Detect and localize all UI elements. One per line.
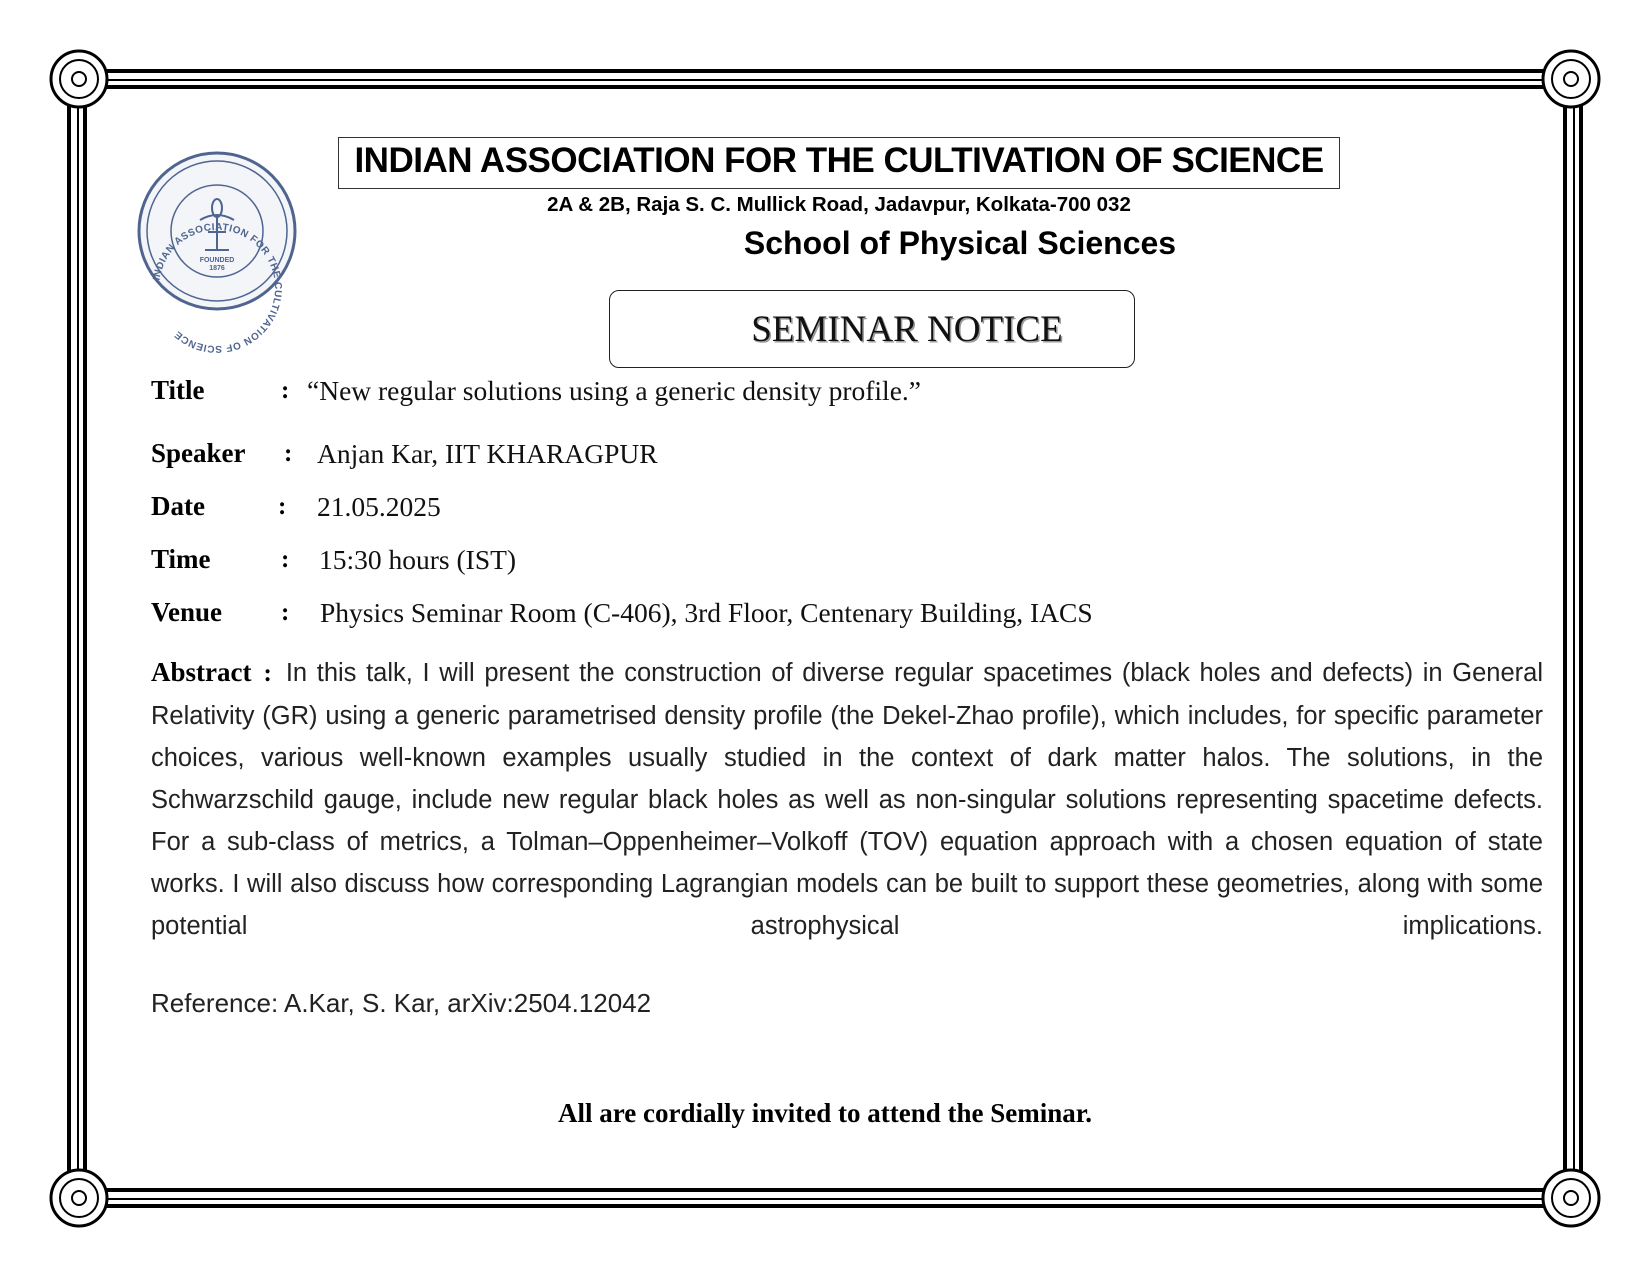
time-colon: : <box>281 546 290 573</box>
title-colon: : <box>281 377 290 404</box>
svg-text:1876: 1876 <box>209 265 225 272</box>
date-colon: : <box>278 493 287 520</box>
abstract-label: Abstract <box>151 657 252 687</box>
speaker-colon: : <box>284 440 293 467</box>
title-value: “New regular solutions using a generic density profile.” <box>307 375 921 406</box>
abstract-text: In this talk, I will present the construction of diverse regular spacetimes (black holes and defects) in General Relativity (GR) using a generic parametrised density profile (the Dekel-Zhao profile), which includes, for specific parameter choices, various well-known examples usually studied in the context of dark matter halos. The solutions, in the Schwarzschild gauge, include new regular black holes as well as non-singular solutions representing spacetime defects. For a sub-class of metrics, a Tolman–Oppenheimer–Volkoff (TOV) equation approach with a chosen equation of state works. I will also discuss how corresponding Lagrangian models can be built to support these geometries, along with some potential astrophysical implications. <box>151 659 1543 940</box>
seminar-notice-heading: SEMINAR NOTICE <box>751 309 1063 350</box>
time-value: 15:30 hours (IST) <box>319 544 517 575</box>
date-value: 21.05.2025 <box>317 491 441 522</box>
venue-value: Physics Seminar Room (C-406), 3rd Floor, Centenary Building, IACS <box>320 597 1093 628</box>
organization-name: INDIAN ASSOCIATION FOR THE CULTIVATION OF SCIENCE <box>354 141 1324 180</box>
time-label: Time <box>151 544 211 574</box>
date-label: Date <box>151 491 205 521</box>
corner-ornament-bottom-left <box>51 1170 107 1226</box>
title-label: Title <box>151 375 205 405</box>
corner-ornament-top-left <box>51 51 107 107</box>
invitation-line: All are cordially invited to attend the Seminar. <box>558 1098 1092 1128</box>
venue-label: Venue <box>151 597 223 627</box>
speaker-value: Anjan Kar, IIT KHARAGPUR <box>317 438 658 469</box>
corner-ornament-bottom-right <box>1543 1170 1599 1226</box>
reference-citation: Reference: A.Kar, S. Kar, arXiv:2504.12042 <box>151 988 652 1018</box>
abstract-block <box>151 651 1543 947</box>
institute-seal-logo <box>139 153 295 354</box>
svg-text:INDIAN ASSOCIATION FOR THE CUL: INDIAN ASSOCIATION FOR THE CULTIVATION OF SCIENCE <box>151 221 284 355</box>
corner-ornament-top-right <box>1543 51 1599 107</box>
organization-address: 2A & 2B, Raja S. C. Mullick Road, Jadavpur, Kolkata-700 032 <box>547 193 1131 216</box>
svg-text:FOUNDED: FOUNDED <box>199 257 235 264</box>
school-name: School of Physical Sciences <box>743 225 1177 261</box>
abstract-colon: : <box>263 660 272 687</box>
venue-colon: : <box>281 599 290 626</box>
speaker-label: Speaker <box>151 438 246 468</box>
